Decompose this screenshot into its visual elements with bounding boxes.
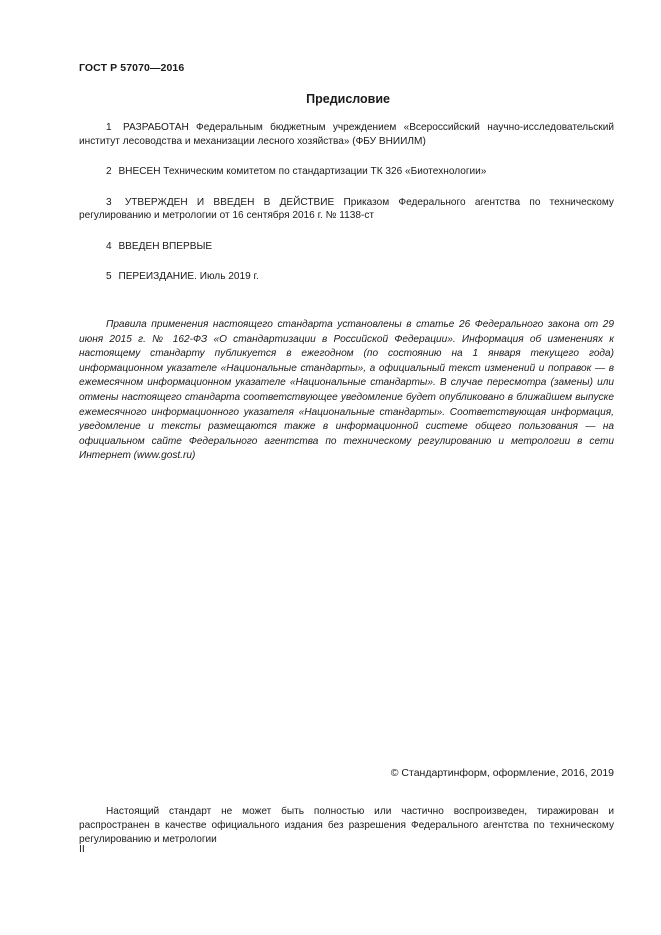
reproduction-restriction: Настоящий стандарт не может быть полностью или частично воспроизведен, тиражирован и распространен в качестве официального издания без разрешения Федерального агентства по техническому регулированию и метрологии	[79, 806, 614, 846]
item-number: 3	[106, 196, 112, 208]
item-text: ВНЕСЕН Техническим комитетом по стандартизации ТК 326 «Биотехнологии»	[118, 166, 487, 177]
foreword-item-1	[79, 121, 614, 148]
item-number: 1	[106, 122, 112, 133]
item-number: 2	[106, 166, 112, 177]
application-notice: Правила применения настоящего стандарта установлены в статье 26 Федерального закона от 29 июня 2015 г. № 162-ФЗ «О стандартизации в Российской Федерации». Информация об изменениях к настоящему стандарту публикуется в ежегодном (по состоянию на 1 января текущего года) информационном указателе «Национальные стандарты», а официальный текст изменений и поправок — в ежемесячном информационном указателе «Национальные стандарты». В случае пересмотра (замены) или отмены настоящего стандарта соответствующее уведомление будет опубликовано в ближайшем выпуске ежемесячного информационного указателя «Национальные стандарты». Соответствующая информация, уведомление и тексты размещаются также в информационной системе общего пользования — на официальном сайте Федерального агентства по техническому регулированию и метрологии в сети Интернет (www.gost.ru)	[79, 319, 614, 462]
document-code: ГОСТ Р 57070—2016	[79, 62, 185, 74]
item-text: РАЗРАБОТАН Федеральным бюджетным учреждением «Всероссийский научно-исследовательский институт лесоводства и механизации лесного хозяйства» (ФБУ ВНИИЛМ)	[79, 122, 615, 147]
item-text: ВВЕДЕН ВПЕРВЫЕ	[118, 240, 213, 252]
item-number: 4	[106, 240, 112, 252]
item-text: ПЕРЕИЗДАНИЕ. Июль 2019 г.	[118, 271, 259, 282]
page-number: II	[79, 843, 85, 855]
foreword-item-2	[79, 165, 614, 179]
item-number: 5	[106, 271, 112, 282]
section-title: Предисловие	[306, 92, 390, 106]
foreword-item-5	[79, 270, 614, 284]
item-text: УТВЕРЖДЕН И ВВЕДЕН В ДЕЙСТВИЕ Приказом Федерального агентства по техническому регулированию и метрологии от 16 сентября 2016 г. № 1138-ст	[79, 196, 614, 221]
section-title-wrapper	[79, 92, 613, 106]
copyright-line: © Стандартинформ, оформление, 2016, 2019	[390, 767, 614, 779]
foreword-item-3	[79, 196, 614, 223]
foreword-item-4	[79, 240, 614, 254]
foreword-items	[79, 121, 614, 301]
